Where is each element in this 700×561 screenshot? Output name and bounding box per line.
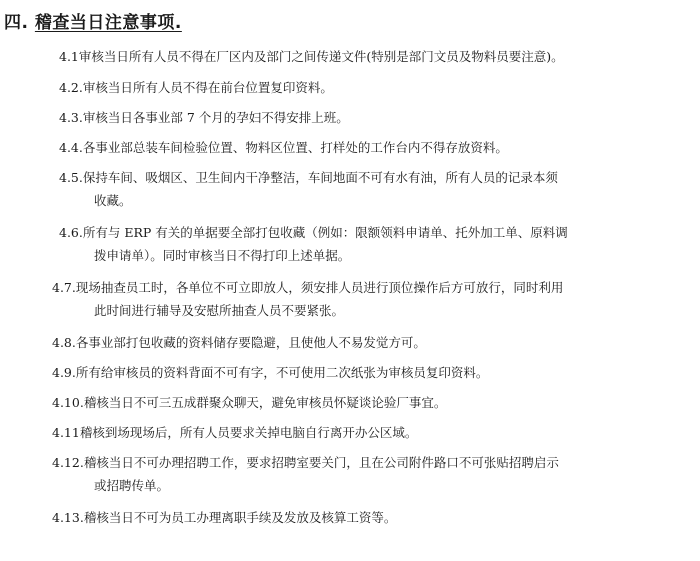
list-item [59,45,564,69]
list-item-continuation [94,189,132,213]
item-line: 保持车间、吸烟区、卫生间内干净整洁，车间地面不可有水有油，所有人员的记录本须 [82,170,558,185]
item-line: 此时间进行辅导及安慰所抽查人员不要紧张。 [94,303,345,318]
item-line: 现场抽查员工时，各单位不可立即放人，须安排人员进行顶位操作后方可放行，同时利用 [75,280,564,295]
item-number: 4.2. [59,80,83,95]
list-item [52,506,396,530]
list-item [59,136,508,160]
item-number: 4.6. [59,225,83,240]
item-number: 4.1 [59,49,79,64]
section-title: 稽查当日注意事项. [34,13,182,33]
item-line: 审核当日所有人员不得在前台位置复印资料。 [82,80,333,95]
section-number: 四. [4,13,29,33]
item-line: 稽核当日不可办理招聘工作，要求招聘室要关门，且在公司附件路口不可张贴招聘启示 [83,455,559,470]
item-number: 4.3. [59,110,83,125]
item-number: 4.10. [52,395,84,410]
item-line: 审核当日所有人员不得在厂区内及部门之间传递文件(特别是部门文员及物料员要注意)。 [78,49,564,64]
list-item [59,221,568,245]
item-number: 4.4. [59,140,83,155]
item-line: 稽核到场现场后，所有人员要求关掉电脑自行离开办公区域。 [79,425,418,440]
item-line: 稽核当日不可为员工办理离职手续及发放及核算工资等。 [83,510,397,525]
list-item [59,106,349,130]
list-item-continuation [94,474,169,498]
list-item [52,331,426,355]
item-number: 4.7. [52,280,76,295]
item-number: 4.8. [52,335,76,350]
list-item [52,451,559,475]
item-number: 4.5. [59,170,83,185]
item-line: 审核当日各事业部 7 个月的孕妇不得安排上班。 [82,110,349,125]
item-line: 各事业部打包收藏的资料储存要隐避，且使他人不易发觉方可。 [75,335,426,350]
item-line: 所有给审核员的资料背面不可有字，不可使用二次纸张为审核员复印资料。 [75,365,489,380]
item-number: 4.13. [52,510,84,525]
list-item [52,276,563,300]
list-item [59,76,333,100]
list-item-continuation [94,299,344,323]
item-line: 或招聘传单。 [94,478,170,493]
list-item [52,391,446,415]
item-number: 4.12. [52,455,84,470]
list-item-continuation [94,244,350,268]
item-line: 各事业部总装车间检验位置、物料区位置、打样处的工作台内不得存放资料。 [82,140,508,155]
list-item [52,361,488,385]
item-line: 所有与 ERP 有关的单据要全部打包收藏（例如：限额领料申请单、托外加工单、原料调 [82,225,568,240]
item-line: 拨申请单）。同时审核当日不得打印上述单据。 [94,248,351,263]
item-line: 稽核当日不可三五成群聚众聊天，避免审核员怀疑谈论验厂事宜。 [83,395,447,410]
item-number: 4.9. [52,365,76,380]
item-number: 4.11 [52,425,80,440]
section-heading [4,12,182,34]
list-item [59,166,558,190]
item-line: 收藏。 [94,193,132,208]
list-item [52,421,417,445]
